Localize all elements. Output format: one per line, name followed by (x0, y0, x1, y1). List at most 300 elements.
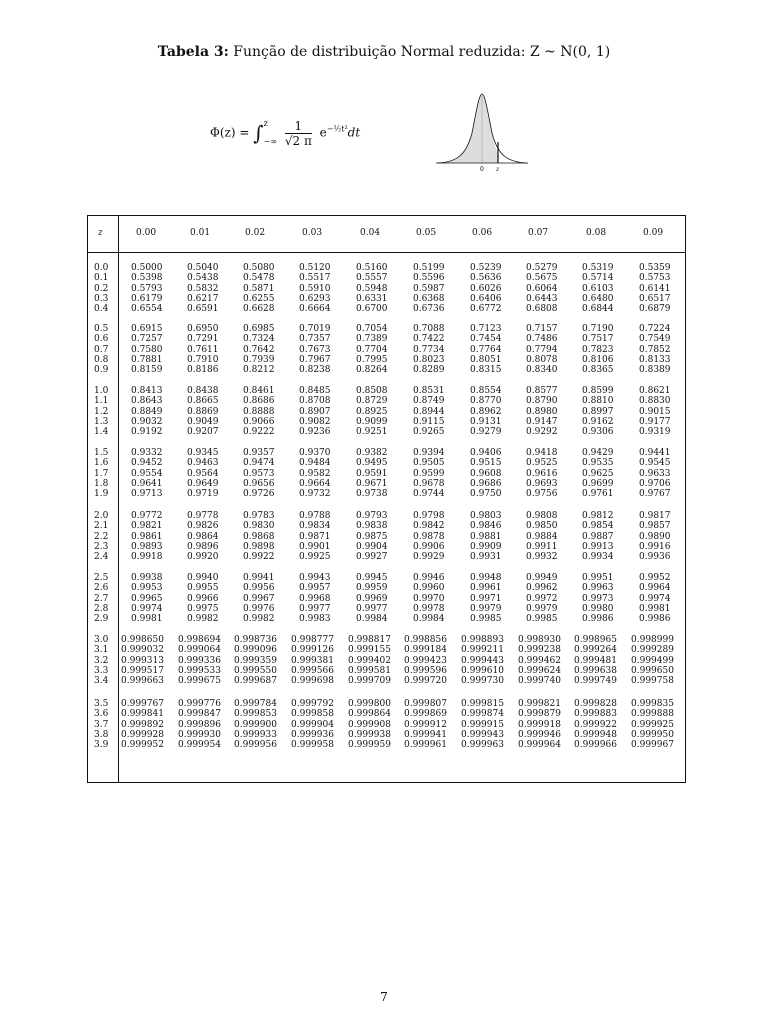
table-row (88, 448, 685, 458)
table-cell: 0.6480 (582, 293, 614, 304)
table-cell: 0.5832 (187, 283, 219, 294)
z-value: 0.7 (94, 344, 109, 355)
table-cell: 0.8643 (131, 396, 163, 407)
normal-table (87, 215, 686, 783)
table-cell: 0.9943 (299, 573, 331, 583)
row-group (88, 635, 685, 686)
table-cell: 0.9177 (639, 416, 671, 427)
table-cell: 0.5438 (187, 273, 219, 284)
table-row (88, 709, 685, 719)
table-cell: 0.999959 (348, 740, 391, 751)
table-cell: 0.9452 (131, 458, 163, 469)
table-cell: 0.9985 (470, 614, 502, 625)
table-cell: 0.999638 (574, 665, 617, 676)
table-cell: 0.9881 (470, 531, 502, 542)
table-cell: 0.9649 (187, 478, 219, 489)
table-cell: 0.7291 (187, 334, 219, 345)
table-cell: 0.9893 (131, 541, 163, 552)
table-cell: 0.999784 (234, 699, 277, 709)
table-cell: 0.999663 (121, 676, 164, 687)
table-cell: 0.999155 (348, 645, 391, 656)
table-cell: 0.9906 (413, 541, 445, 552)
table-cell: 0.9706 (639, 478, 671, 489)
table-cell: 0.7611 (187, 344, 219, 355)
table-cell: 0.9236 (299, 427, 331, 438)
table-cell: 0.9406 (470, 448, 502, 458)
table-cell: 0.999950 (631, 729, 674, 740)
table-cell: 0.9678 (413, 478, 445, 489)
table-cell: 0.8997 (582, 406, 614, 417)
table-cell: 0.7910 (187, 354, 219, 365)
row-group (88, 699, 685, 750)
table-cell: 0.999807 (404, 699, 447, 709)
table-cell: 0.9949 (526, 573, 558, 583)
header-col: 0.01 (190, 228, 211, 238)
table-cell: 0.8554 (470, 386, 502, 396)
table-cell: 0.7852 (639, 344, 671, 355)
table-cell: 0.8790 (526, 396, 558, 407)
table-cell: 0.999423 (404, 655, 447, 666)
table-cell: 0.998893 (461, 635, 504, 645)
table-cell: 0.999904 (291, 719, 334, 730)
table-cell: 0.8315 (470, 365, 502, 376)
table-cell: 0.999815 (461, 699, 504, 709)
table-cell: 0.7517 (582, 334, 614, 345)
table-cell: 0.9015 (639, 406, 671, 417)
table-cell: 0.5793 (131, 283, 163, 294)
table-cell: 0.9965 (131, 593, 163, 604)
table-cell: 0.7823 (582, 344, 614, 355)
z-value: 1.4 (94, 427, 109, 438)
table-cell: 0.9319 (639, 427, 671, 438)
z-value: 3.9 (94, 740, 109, 751)
table-cell: 0.7190 (582, 324, 614, 334)
z-value: 0.1 (94, 273, 109, 284)
table-cell: 0.9463 (187, 458, 219, 469)
z-value: 1.3 (94, 416, 109, 427)
table-row (88, 355, 685, 365)
table-cell: 0.9803 (470, 511, 502, 521)
z-value: 2.9 (94, 614, 109, 625)
table-row (88, 532, 685, 542)
table-row (88, 284, 685, 294)
row-group (88, 386, 685, 437)
table-cell: 0.999096 (234, 645, 277, 656)
table-cell: 0.9973 (582, 593, 614, 604)
table-cell: 0.9932 (526, 552, 558, 563)
table-cell: 0.9871 (299, 531, 331, 542)
z-value: 3.5 (94, 699, 109, 709)
table-cell: 0.999443 (461, 655, 504, 666)
table-cell: 0.999941 (404, 729, 447, 740)
table-cell: 0.6628 (243, 304, 275, 315)
table-cell: 0.9952 (639, 573, 671, 583)
table-cell: 0.999847 (178, 709, 221, 720)
table-cell: 0.5398 (131, 273, 163, 284)
table-cell: 0.9956 (243, 583, 275, 594)
table-row (88, 427, 685, 437)
table-cell: 0.9131 (470, 416, 502, 427)
table-cell: 0.9049 (187, 416, 219, 427)
table-cell: 0.8078 (526, 354, 558, 365)
table-cell: 0.999928 (121, 729, 164, 740)
z-value: 1.8 (94, 478, 109, 489)
table-row (88, 614, 685, 624)
table-cell: 0.8340 (526, 365, 558, 376)
table-cell: 0.5120 (299, 263, 331, 273)
table-cell: 0.8106 (582, 354, 614, 365)
table-cell: 0.8264 (356, 365, 388, 376)
table-cell: 0.9979 (470, 603, 502, 614)
table-cell: 0.999954 (178, 740, 221, 751)
table-cell: 0.999800 (348, 699, 391, 709)
table-cell: 0.998817 (348, 635, 391, 645)
table-cell: 0.998650 (121, 635, 164, 645)
table-cell: 0.8389 (639, 365, 671, 376)
table-cell: 0.5319 (582, 263, 614, 273)
table-cell: 0.9382 (356, 448, 388, 458)
table-cell: 0.999963 (461, 740, 504, 751)
page-title (0, 44, 768, 60)
table-cell: 0.8023 (413, 354, 445, 365)
table-cell: 0.7357 (299, 334, 331, 345)
table-cell: 0.999184 (404, 645, 447, 656)
table-cell: 0.9878 (413, 531, 445, 542)
table-cell: 0.5279 (526, 263, 558, 273)
table-cell: 0.9887 (582, 531, 614, 542)
table-cell: 0.9744 (413, 489, 445, 500)
z-label: z (496, 166, 500, 173)
table-cell: 0.6064 (526, 283, 558, 294)
table-cell: 0.999533 (178, 665, 221, 676)
table-cell: 0.9868 (243, 531, 275, 542)
table-cell: 0.5517 (299, 273, 331, 284)
table-cell: 0.7054 (356, 324, 388, 334)
table-cell: 0.9983 (299, 614, 331, 625)
table-cell: 0.999359 (234, 655, 277, 666)
table-cell: 0.6443 (526, 293, 558, 304)
table-cell: 0.9981 (639, 603, 671, 614)
page-number: 7 (380, 990, 388, 1004)
table-cell: 0.9484 (299, 458, 331, 469)
exp-power: −½t² (326, 124, 348, 134)
table-cell: 0.999874 (461, 709, 504, 720)
table-cell: 0.9535 (582, 458, 614, 469)
z-value: 1.1 (94, 396, 109, 407)
table-row (88, 656, 685, 666)
table-cell: 0.999967 (631, 740, 674, 751)
header-col: 0.00 (136, 228, 157, 238)
table-label: Tabela 3: (157, 44, 229, 60)
table-cell: 0.999918 (518, 719, 561, 730)
table-row (88, 334, 685, 344)
table-cell: 0.8289 (413, 365, 445, 376)
table-cell: 0.999758 (631, 676, 674, 687)
table-cell: 0.9966 (187, 593, 219, 604)
header-col: 0.06 (472, 228, 493, 238)
table-cell: 0.999853 (234, 709, 277, 720)
table-cell: 0.5199 (413, 263, 445, 273)
z-value: 0.8 (94, 354, 109, 365)
table-cell: 0.9976 (243, 603, 275, 614)
table-cell: 0.999126 (291, 645, 334, 656)
row-group (88, 324, 685, 375)
header-col: 0.04 (360, 228, 381, 238)
table-cell: 0.6664 (299, 304, 331, 315)
table-cell: 0.6950 (187, 324, 219, 334)
table-cell: 0.9441 (639, 448, 671, 458)
integral-upper: z (263, 119, 268, 128)
table-cell: 0.5160 (356, 263, 388, 273)
table-cell: 0.9686 (470, 478, 502, 489)
table-cell: 0.9854 (582, 521, 614, 532)
table-cell: 0.9846 (470, 521, 502, 532)
table-cell: 0.7224 (639, 324, 671, 334)
table-cell: 0.9890 (639, 531, 671, 542)
table-cell: 0.999264 (574, 645, 617, 656)
table-row (88, 489, 685, 499)
table-cell: 0.999381 (291, 655, 334, 666)
row-group (88, 448, 685, 499)
table-cell: 0.998777 (291, 635, 334, 645)
z-value: 2.0 (94, 511, 109, 521)
table-row (88, 552, 685, 562)
table-cell: 0.999238 (518, 645, 561, 656)
z-value: 3.1 (94, 645, 109, 656)
table-cell: 0.9082 (299, 416, 331, 427)
table-cell: 0.8810 (582, 396, 614, 407)
table-cell: 0.9959 (356, 583, 388, 594)
table-cell: 0.9826 (187, 521, 219, 532)
table-cell: 0.9984 (413, 614, 445, 625)
table-cell: 0.9251 (356, 427, 388, 438)
table-cell: 0.9918 (131, 552, 163, 563)
table-cell: 0.9505 (413, 458, 445, 469)
table-cell: 0.5675 (526, 273, 558, 284)
table-cell: 0.9633 (639, 468, 671, 479)
table-cell: 0.9964 (639, 583, 671, 594)
z-value: 0.2 (94, 283, 109, 294)
table-cell: 0.7704 (356, 344, 388, 355)
table-cell: 0.9418 (526, 448, 558, 458)
table-cell: 0.9861 (131, 531, 163, 542)
table-row (88, 676, 685, 686)
z-value: 1.6 (94, 458, 109, 469)
table-cell: 0.8159 (131, 365, 163, 376)
table-cell: 0.8944 (413, 406, 445, 417)
table-cell: 0.6255 (243, 293, 275, 304)
table-row (88, 458, 685, 468)
table-cell: 0.999402 (348, 655, 391, 666)
table-row (88, 365, 685, 375)
z-value: 0.4 (94, 304, 109, 315)
z-value: 0.6 (94, 334, 109, 345)
table-cell: 0.999462 (518, 655, 561, 666)
table-row (88, 730, 685, 740)
table-cell: 0.7734 (413, 344, 445, 355)
table-cell: 0.999624 (518, 665, 561, 676)
table-cell: 0.8238 (299, 365, 331, 376)
table-row (88, 417, 685, 427)
table-cell: 0.999596 (404, 665, 447, 676)
table-cell: 0.9564 (187, 468, 219, 479)
table-cell: 0.9554 (131, 468, 163, 479)
z-value: 2.8 (94, 603, 109, 614)
table-cell: 0.9977 (299, 603, 331, 614)
z-value: 0.0 (94, 263, 109, 273)
table-cell: 0.9115 (413, 416, 445, 427)
table-cell: 0.9945 (356, 573, 388, 583)
table-cell: 0.9599 (413, 468, 445, 479)
table-cell: 0.8577 (526, 386, 558, 396)
table-cell: 0.8708 (299, 396, 331, 407)
table-cell: 0.9357 (243, 448, 275, 458)
table-cell: 0.8665 (187, 396, 219, 407)
table-cell: 0.9306 (582, 427, 614, 438)
table-row (88, 604, 685, 614)
table-cell: 0.9979 (526, 603, 558, 614)
table-cell: 0.999925 (631, 719, 674, 730)
table-cell: 0.9625 (582, 468, 614, 479)
table-cell: 0.7764 (470, 344, 502, 355)
table-cell: 0.9896 (187, 541, 219, 552)
table-cell: 0.8133 (639, 354, 671, 365)
table-cell: 0.9788 (299, 511, 331, 521)
table-cell: 0.5753 (639, 273, 671, 284)
table-cell: 0.9955 (187, 583, 219, 594)
z-value: 1.2 (94, 406, 109, 417)
table-cell: 0.9279 (470, 427, 502, 438)
table-cell: 0.9192 (131, 427, 163, 438)
table-cell: 0.9925 (299, 552, 331, 563)
z-value: 1.7 (94, 468, 109, 479)
table-cell: 0.999720 (404, 676, 447, 687)
z-value: 2.4 (94, 552, 109, 563)
table-cell: 0.6879 (639, 304, 671, 315)
table-cell: 0.6554 (131, 304, 163, 315)
table-cell: 0.999776 (178, 699, 221, 709)
table-cell: 0.999933 (234, 729, 277, 740)
table-cell: 0.9573 (243, 468, 275, 479)
table-cell: 0.9641 (131, 478, 163, 489)
table-cell: 0.9916 (639, 541, 671, 552)
table-cell: 0.9982 (187, 614, 219, 625)
table-cell: 0.999841 (121, 709, 164, 720)
table-cell: 0.9834 (299, 521, 331, 532)
table-row (88, 263, 685, 273)
z-value: 3.3 (94, 665, 109, 676)
table-row (88, 699, 685, 709)
table-cell: 0.9783 (243, 511, 275, 521)
table-cell: 0.999958 (291, 740, 334, 751)
table-cell: 0.999517 (121, 665, 164, 676)
table-cell: 0.999792 (291, 699, 334, 709)
table-cell: 0.9656 (243, 478, 275, 489)
table-cell: 0.999064 (178, 645, 221, 656)
table-row (88, 666, 685, 676)
header-col: 0.08 (586, 228, 607, 238)
table-cell: 0.7486 (526, 334, 558, 345)
z-value: 2.6 (94, 583, 109, 594)
table-cell: 0.9474 (243, 458, 275, 469)
table-cell: 0.7157 (526, 324, 558, 334)
table-cell: 0.8849 (131, 406, 163, 417)
header-col: 0.03 (302, 228, 323, 238)
row-group (88, 511, 685, 562)
formula-fraction (285, 119, 312, 148)
table-cell: 0.9962 (526, 583, 558, 594)
table-cell: 0.8980 (526, 406, 558, 417)
table-cell: 0.9732 (299, 489, 331, 500)
table-cell: 0.999888 (631, 709, 674, 720)
table-cell: 0.8413 (131, 386, 163, 396)
z-value: 3.7 (94, 719, 109, 730)
table-cell: 0.9265 (413, 427, 445, 438)
table-row (88, 479, 685, 489)
table-cell: 0.6700 (356, 304, 388, 315)
table-cell: 0.999915 (461, 719, 504, 730)
table-cell: 0.9147 (526, 416, 558, 427)
table-cell: 0.9971 (470, 593, 502, 604)
table-cell: 0.998965 (574, 635, 617, 645)
formula-lhs: Φ(z) = (210, 125, 250, 140)
table-row (88, 740, 685, 750)
table-cell: 0.9931 (470, 552, 502, 563)
exp-base: e (319, 125, 327, 140)
table-cell: 0.999966 (574, 740, 617, 751)
header-divider (88, 252, 685, 253)
table-cell: 0.6915 (131, 324, 163, 334)
table-cell: 0.7389 (356, 334, 388, 345)
table-row (88, 273, 685, 283)
table-cell: 0.9750 (470, 489, 502, 500)
table-cell: 0.6331 (356, 293, 388, 304)
table-cell: 0.9972 (526, 593, 558, 604)
header-z: z (98, 228, 103, 238)
table-cell: 0.999749 (574, 676, 617, 687)
table-cell: 0.7454 (470, 334, 502, 345)
z-value: 3.0 (94, 635, 109, 645)
normal-curve-figure (436, 88, 528, 174)
table-cell: 0.998999 (631, 635, 674, 645)
table-row (88, 594, 685, 604)
table-cell: 0.9838 (356, 521, 388, 532)
table-cell: 0.6517 (639, 293, 671, 304)
table-row (88, 386, 685, 396)
table-cell: 0.999709 (348, 676, 391, 687)
table-cell: 0.999730 (461, 676, 504, 687)
table-cell: 0.9981 (131, 614, 163, 625)
table-cell: 0.9778 (187, 511, 219, 521)
table-cell: 0.8869 (187, 406, 219, 417)
table-cell: 0.9951 (582, 573, 614, 583)
table-cell: 0.6591 (187, 304, 219, 315)
table-cell: 0.8438 (187, 386, 219, 396)
table-cell: 0.999964 (518, 740, 561, 751)
row-group (88, 573, 685, 624)
table-cell: 0.6808 (526, 304, 558, 315)
table-cell: 0.9591 (356, 468, 388, 479)
table-cell: 0.999550 (234, 665, 277, 676)
table-cell: 0.9495 (356, 458, 388, 469)
table-cell: 0.9767 (639, 489, 671, 500)
table-cell: 0.9975 (187, 603, 219, 614)
z-value: 0.3 (94, 293, 109, 304)
table-cell: 0.9986 (639, 614, 671, 625)
table-cell: 0.9974 (639, 593, 671, 604)
table-cell: 0.5557 (356, 273, 388, 284)
table-cell: 0.9936 (639, 552, 671, 563)
